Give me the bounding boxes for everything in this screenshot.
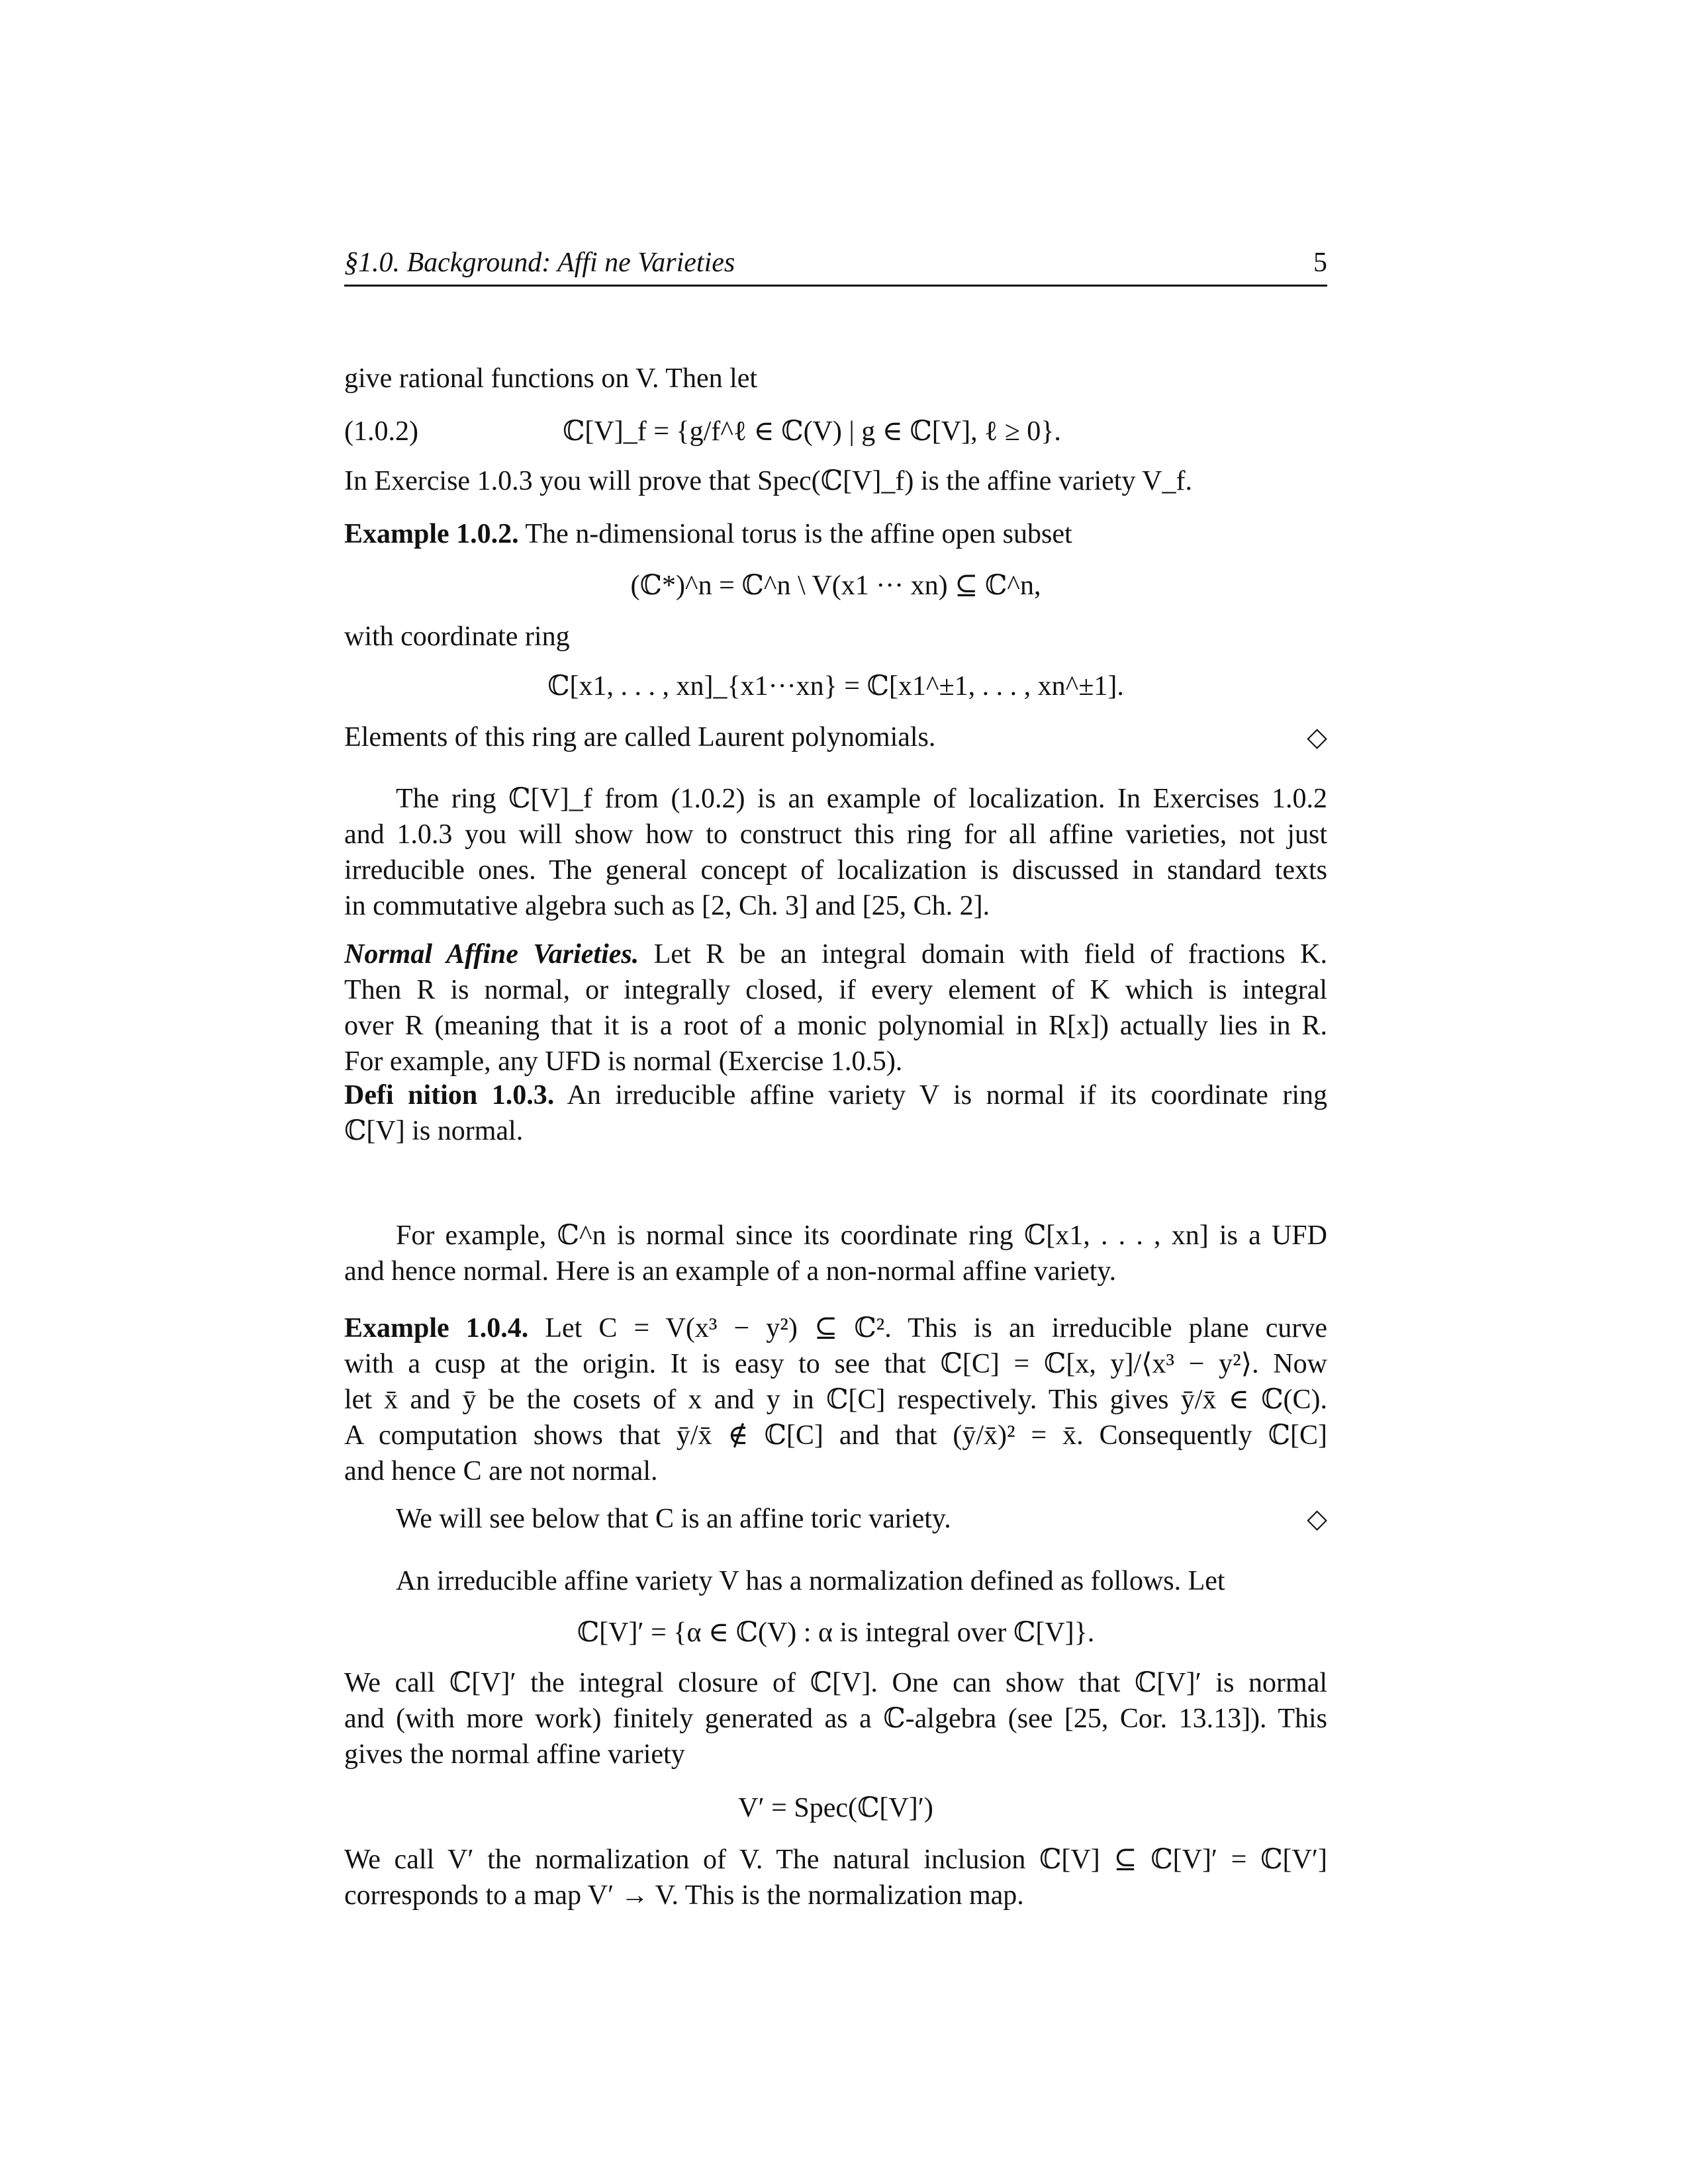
para-line: We call V′ the normalization of V. The natural inclusion ℂ[V] ⊆ ℂ[V]′ = ℂ[V′] [344,1844,1327,1875]
definition-line: ℂ[V] is normal. [344,1116,524,1146]
page-number: 5 [1313,248,1327,278]
para-line: We call ℂ[V]′ the integral closure of ℂ[V]. One can show that ℂ[V]′ is normal [344,1668,1327,1698]
section-line: For example, any UFD is normal (Exercise 1.0.5). [344,1046,903,1077]
equation-1-0-2 [344,414,1327,449]
running-header [344,245,1327,287]
laurent-display: ℂ[x1, . . . , xn]_{x1···xn} = ℂ[x1^±1, . . . , xn^±1]. [547,671,1124,702]
closing-text: We will see below that C is an affine toric variety. [396,1504,951,1534]
example-line: A computation shows that ȳ/x̄ ∉ ℂ[C] and that (ȳ/x̄)² = x̄. Consequently ℂ[C] [344,1420,1327,1451]
laurent-closing [344,719,1327,755]
example-line: let x̄ and ȳ be the cosets of x and y in ℂ[C] respectively. This gives ȳ/x̄ ∈ ℂ(C). [344,1385,1327,1415]
para-line: irreducible ones. The general concept of localization is discussed in standard texts [344,855,1327,886]
example-line: and hence C are not normal. [344,1456,658,1486]
section-line: over R (meaning that it is a root of a monic polynomial in R[x]) actually lies in R. [344,1011,1327,1041]
normalization-final [344,1842,1327,1913]
definition-line: An irreducible affine variety V is normal if its coordinate ring [567,1080,1328,1111]
example-text: The n-dimensional torus is the affine open subset [525,519,1072,549]
example-line: with a cusp at the origin. It is easy to see that ℂ[C] = ℂ[x, y]/⟨x³ − y²⟩. Now [344,1349,1327,1379]
example-paragraph [344,1218,1327,1289]
end-of-example-mark: ◇ [1307,1504,1327,1533]
end-of-example-mark: ◇ [1307,722,1327,752]
section-title: §1.0. Background: Affi ne Varieties [344,248,735,278]
para-line: and hence normal. Here is an example of a non-normal affine variety. [344,1256,1117,1287]
section-heading: Normal Affine Varieties. [344,939,639,970]
example-line: Let C = V(x³ − y²) ⊆ ℂ². This is an irreducible plane curve [545,1313,1328,1343]
integral-closure-display: ℂ[V]′ = {α ∈ ℂ(V) : α is integral over ℂ[V]}. [577,1617,1095,1648]
para-line: and 1.0.3 you will show how to construct this ring for all affine varieties, not just [344,819,1327,850]
exercise-line: In Exercise 1.0.3 you will prove that Spec(ℂ[V]_f) is the affine variety V_f. [344,466,1192,496]
para-line: in commutative algebra such as [2, Ch. 3] and [25, Ch. 2]. [344,891,990,921]
localization-paragraph [344,781,1327,924]
normalization-display: V′ = Spec(ℂ[V]′) [738,1793,933,1823]
section-line: Let R be an integral domain with field of fractions K. [653,939,1327,970]
example-1-0-2 [344,516,1327,552]
para-line: The ring ℂ[V]_f from (1.0.2) is an example of localization. In Exercises 1.0.2 [396,784,1327,814]
closing-text: Elements of this ring are called Laurent polynomials. [344,722,936,752]
para-line: and (with more work) finitely generated as a ℂ-algebra (see [25, Cor. 13.13]). This [344,1704,1327,1734]
toric-closing [344,1501,1327,1537]
normalization-paragraph [344,1665,1327,1772]
section-line: Then R is normal, or integrally closed, if every element of K which is integral [344,975,1327,1005]
para-line: For example, ℂ^n is normal since its coordinate ring ℂ[x1, . . . , xn] is a UFD [396,1220,1327,1251]
para-line: gives the normal affine variety [344,1739,685,1770]
example-label: Example 1.0.2. [344,519,519,549]
torus-display: (ℂ*)^n = ℂ^n \ V(x1 ··· xn) ⊆ ℂ^n, [630,570,1041,601]
normalization-intro: An irreducible affine variety V has a normalization defined as follows. Let [396,1566,1225,1596]
definition-label: Defi nition 1.0.3. [344,1080,555,1111]
example-label: Example 1.0.4. [344,1313,529,1343]
intro-line: give rational functions on V. Then let [344,363,758,394]
equation-body: ℂ[V]_f = {g/f^ℓ ∈ ℂ(V) | g ∈ ℂ[V], ℓ ≥ 0}. [563,416,1061,447]
example-1-0-4 [344,1310,1327,1489]
definition-1-0-3 [344,1077,1327,1149]
equation-label: (1.0.2) [344,416,418,447]
normal-varieties-section [344,936,1327,1079]
with-ring-line: with coordinate ring [344,621,570,652]
para-line: corresponds to a map V′ → V. This is the normalization map. [344,1880,1024,1911]
